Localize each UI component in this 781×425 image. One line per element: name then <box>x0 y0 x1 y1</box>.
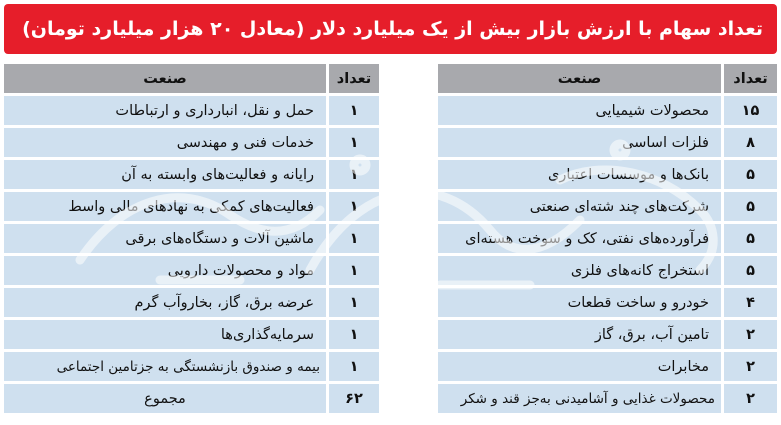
table-row <box>4 96 379 125</box>
industry-name: حمل و نقل، انبارداری و ارتباطات <box>4 96 326 125</box>
page-title: تعداد سهام با ارزش بازار بیش از یک میلیارد دلار (معادل ۲۰ هزار میلیارد تومان) <box>4 4 777 54</box>
industry-count: ۲ <box>724 352 777 381</box>
industry-name: بانک‌ها و موسسات اعتباری <box>438 160 721 189</box>
industry-table-right <box>438 61 777 416</box>
industry-name: محصولات غذایی و آشامیدنی به‌جز قند و شکر <box>438 384 721 413</box>
table-row <box>438 224 777 253</box>
table-row <box>4 288 379 317</box>
industry-count: ۱ <box>329 224 379 253</box>
total-count: ۶۲ <box>329 384 379 413</box>
industry-name: مواد و محصولات دارویی <box>4 256 326 285</box>
industry-name: فعالیت‌های کمکی به نهادهای مالی واسط <box>4 192 326 221</box>
industry-name: سرمایه‌گذاری‌ها <box>4 320 326 349</box>
table-row <box>438 352 777 381</box>
industry-name: رایانه و فعالیت‌های وابسته به آن <box>4 160 326 189</box>
industry-count: ۱ <box>329 160 379 189</box>
table-row <box>438 160 777 189</box>
table-header-row <box>438 64 777 93</box>
industry-count: ۱ <box>329 288 379 317</box>
industry-count: ۱ <box>329 128 379 157</box>
header-industry: صنعت <box>438 64 721 93</box>
header-count: تعداد <box>724 64 777 93</box>
table-row <box>4 192 379 221</box>
table-row <box>4 352 379 381</box>
industry-count: ۱ <box>329 256 379 285</box>
industry-name: عرضه برق، گاز، بخاروآب گرم <box>4 288 326 317</box>
table-row <box>438 320 777 349</box>
industry-name: مخابرات <box>438 352 721 381</box>
industry-name: خودرو و ساخت قطعات <box>438 288 721 317</box>
industry-count: ۱ <box>329 96 379 125</box>
table-header-row <box>4 64 379 93</box>
table-row <box>4 224 379 253</box>
industry-count: ۲ <box>724 320 777 349</box>
industry-count: ۴ <box>724 288 777 317</box>
header-count: تعداد <box>329 64 379 93</box>
table-row <box>4 128 379 157</box>
industry-count: ۸ <box>724 128 777 157</box>
table-row <box>4 160 379 189</box>
industry-count: ۲ <box>724 384 777 413</box>
table-row <box>4 256 379 285</box>
table-row <box>438 256 777 285</box>
industry-name: فلزات اساسی <box>438 128 721 157</box>
table-row <box>438 192 777 221</box>
industry-count: ۱۵ <box>724 96 777 125</box>
industry-count: ۵ <box>724 192 777 221</box>
table-row <box>438 128 777 157</box>
industry-count: ۵ <box>724 256 777 285</box>
industry-count: ۱ <box>329 192 379 221</box>
table-row <box>438 288 777 317</box>
industry-name: استخراج کانه‌های فلزی <box>438 256 721 285</box>
industry-count: ۱ <box>329 320 379 349</box>
industry-name: شرکت‌های چند شته‌ای صنعتی <box>438 192 721 221</box>
industry-name: تامین آب، برق، گاز <box>438 320 721 349</box>
industry-table-left <box>4 61 379 416</box>
industry-count: ۵ <box>724 224 777 253</box>
total-label: مجموع <box>4 384 326 413</box>
industry-count: ۵ <box>724 160 777 189</box>
industry-name: محصولات شیمیایی <box>438 96 721 125</box>
header-industry: صنعت <box>4 64 326 93</box>
industry-name: خدمات فنی و مهندسی <box>4 128 326 157</box>
industry-name: فرآورده‌های نفتی، کک و سوخت هسته‌ای <box>438 224 721 253</box>
table-row <box>4 320 379 349</box>
table-row <box>438 96 777 125</box>
table-row <box>438 384 777 413</box>
total-row <box>4 384 379 413</box>
industry-count: ۱ <box>329 352 379 381</box>
industry-name: بیمه و صندوق بازنشستگی به جزتامین اجتماعی <box>4 352 326 381</box>
industry-name: ماشین آلات و دستگاه‌های برقی <box>4 224 326 253</box>
